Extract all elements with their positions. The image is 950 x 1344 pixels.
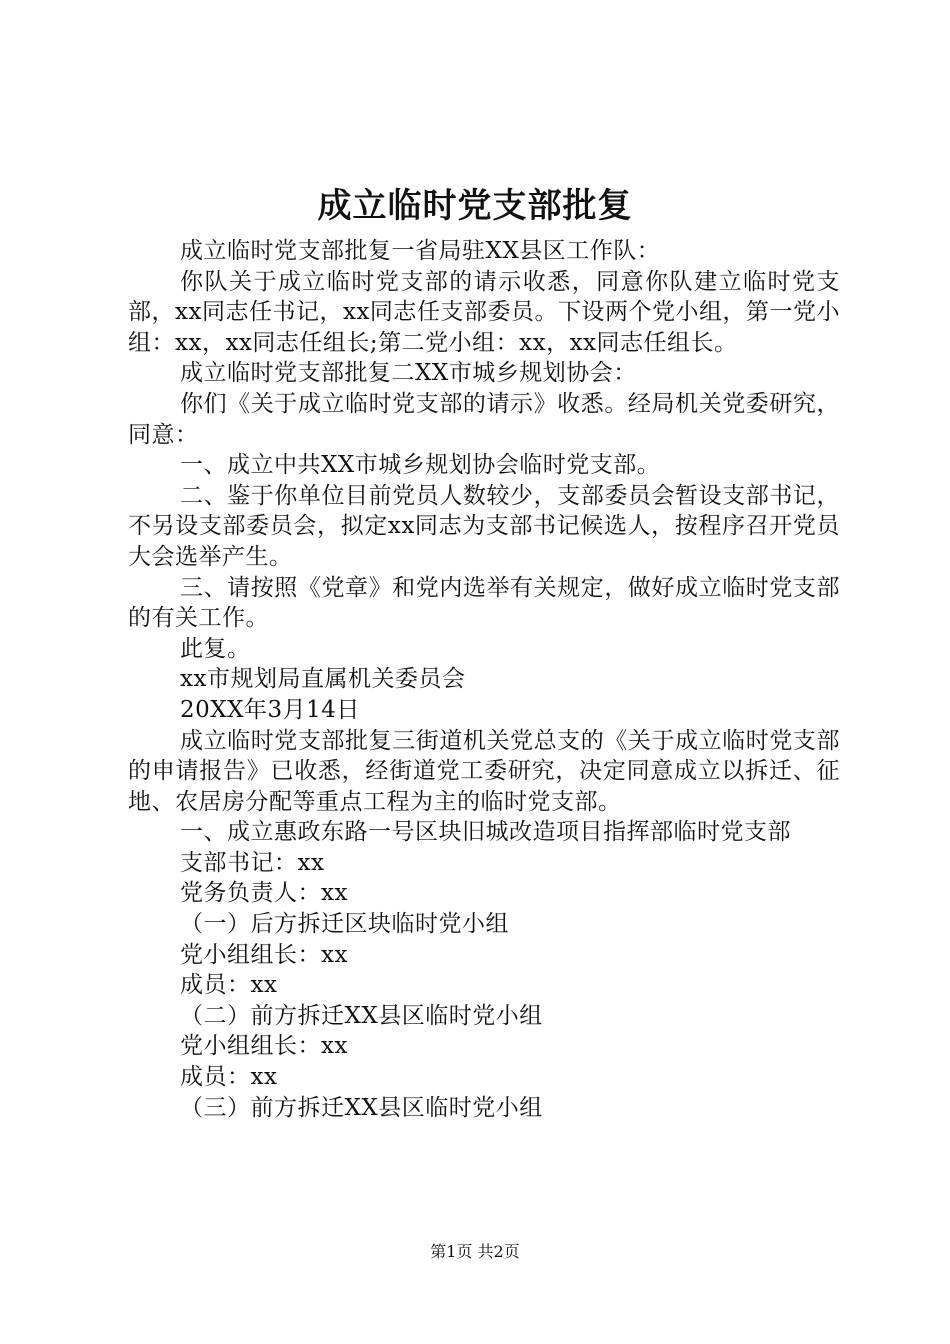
- paragraph: 成立临时党支部批复三街道机关党总支的《关于成立临时党支部的申请报告》已收悉，经街道党工委研究，决定同意成立以拆迁、征地、农居房分配等重点工程为主的临时党支部。: [128, 727, 840, 815]
- paragraph: （三）前方拆迁XX县区临时党小组: [180, 1094, 543, 1121]
- paragraph: 你队关于成立临时党支部的请示收悉，同意你队建立临时党支部，xx同志任书记，xx同志任支部委员。下设两个党小组，第一党小组：xx，xx同志任组长;第二党小组：xx，xx同志任组长。: [128, 268, 840, 356]
- paragraph: （一）后方拆迁区块临时党小组: [180, 911, 509, 938]
- paragraph: 一、成立中共XX市城乡规划协会临时党支部。: [180, 452, 661, 479]
- paragraph: 成立临时党支部批复二XX市城乡规划协会：: [180, 360, 637, 387]
- paragraph: 成立临时党支部批复一省局驻XX县区工作队：: [180, 238, 661, 264]
- document-title: 成立临时党支部批复: [317, 186, 633, 226]
- signature-organization: xx市规划局直属机关委员会: [180, 666, 466, 693]
- paragraph: 党务负责人：xx: [180, 880, 348, 907]
- paragraph: 一、成立惠政东路一号区块旧城改造项目指挥部临时党支部: [180, 819, 791, 846]
- paragraph: 二、鉴于你单位目前党员人数较少，支部委员会暂设支部书记，不另设支部委员会，拟定xx同志为支部书记候选人，按程序召开党员大会选举产生。: [128, 482, 840, 570]
- paragraph: 支部书记：xx: [180, 849, 325, 876]
- paragraph: 你们《关于成立临时党支部的请示》收悉。经局机关党委研究，同意：: [128, 390, 840, 448]
- page-footer: 第1页 共2页: [430, 1242, 520, 1261]
- paragraph: （二）前方拆迁XX县区临时党小组: [180, 1002, 543, 1029]
- paragraph: 成员：xx: [180, 1064, 278, 1091]
- paragraph: 党小组组长：xx: [180, 1033, 348, 1060]
- paragraph: 三、请按照《党章》和党内选举有关规定，做好成立临时党支部的有关工作。: [128, 574, 840, 632]
- paragraph: 党小组组长：xx: [180, 941, 348, 968]
- signature-date: 20XX年3月14日: [180, 696, 360, 723]
- document-body: [128, 236, 840, 1123]
- paragraph: 成员：xx: [180, 972, 278, 999]
- paragraph: 此复。: [180, 635, 251, 662]
